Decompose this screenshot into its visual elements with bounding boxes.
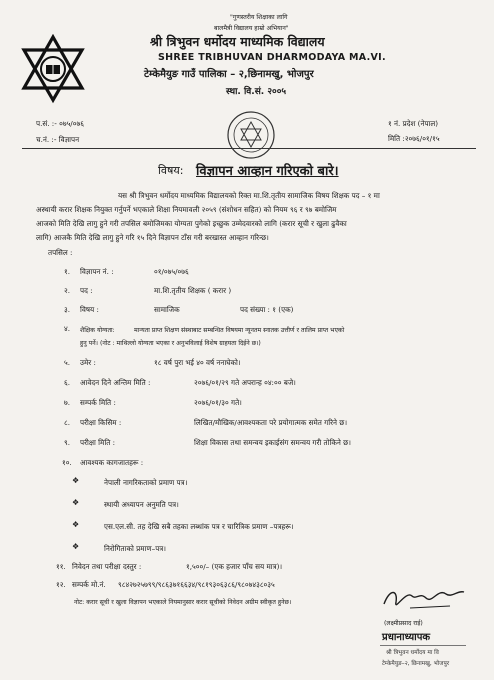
- tapsil-label: तपसिल :: [48, 248, 73, 257]
- dispatch-number: च.नं. :- विज्ञापन: [36, 135, 80, 144]
- item-number: १०.: [62, 458, 72, 467]
- official-seal: [226, 110, 276, 160]
- bullet-icon: ❖: [72, 498, 80, 507]
- signatory-name: (लक्ष्मीप्रसाद राई): [384, 620, 423, 627]
- item-value: मान्यता प्राप्त शिक्षण संस्थाबाट सम्बन्धित विषयमा न्यूनतम स्नातक उत्तीर्ण र तालिम प्राप्त भएको: [134, 327, 345, 334]
- item-number: १.: [64, 267, 71, 276]
- motto-line-1: "गुणस्तरीय शिक्षाका लागि: [230, 14, 288, 21]
- signature-divider: [380, 645, 466, 646]
- school-address: टेम्केमैयुङ गाउँ पालिका – २,छिनामखु, भोजपुर: [144, 69, 314, 80]
- item-label: विषय :: [80, 305, 99, 314]
- item-number: ६.: [64, 378, 71, 387]
- motto-line-2: बालमैत्री विद्यालय हाम्रो अभियान": [214, 25, 289, 32]
- item-label: निवेदन तथा परीक्षा दस्तुर :: [72, 562, 142, 571]
- handwritten-signature: [380, 582, 468, 616]
- body-line: यस श्री त्रिभुवन धर्मोदय माध्यमिक विद्यालयको रिक्त मा.शि.तृतीय सामाजिक विषय शिक्षक पद – १ मा: [118, 191, 380, 200]
- letter-date: मिति :२०७६/०१/१५: [388, 134, 440, 143]
- item-number: ५.: [64, 358, 71, 367]
- item-value-continued: हुनु पर्ने। (नोट : माथिल्लो योग्यता भएका र अनुभविलाई विशेष ग्राहयता दिईने छ।): [80, 340, 261, 347]
- item-value: २०७६/०१/३० गते।: [194, 398, 242, 407]
- item-number: २.: [64, 286, 71, 295]
- item-value: शिक्षा विकास तथा समन्वय इकाईसंग समन्वय गरी तोकिने छ।: [194, 438, 351, 447]
- province-label: १ नं. प्रदेश (नेपाल): [388, 119, 439, 128]
- item-number: ९.: [64, 438, 71, 447]
- item-label: सम्पर्क मो.नं.: [72, 580, 106, 589]
- item-number: १२.: [56, 580, 66, 589]
- item-value: १,५००/– (एक हजार पाँच सय मात्र)।: [186, 562, 283, 571]
- body-line: आजको मिति देखि लागु हुने गरी तपसिल बमोजिमका योग्यता पुगेको इच्छुक उम्मेदवारको लागि (करार सूची र खुला ढुवैका: [36, 219, 347, 228]
- bullet-icon: ❖: [72, 476, 80, 485]
- item-label: पद :: [80, 286, 93, 295]
- item-number: ४.: [64, 324, 71, 333]
- document-item: स्थायी अध्यापन अनुमति पत्र।: [104, 500, 179, 509]
- school-emblem: [18, 34, 88, 104]
- item-label: उमेर :: [80, 358, 96, 367]
- header-divider: [22, 148, 476, 149]
- established-year: स्था. वि.सं. २००५: [226, 87, 287, 97]
- item-label: आवश्यक कागजातहरू :: [80, 458, 144, 467]
- item-value: सामाजिक: [154, 305, 180, 314]
- item-value: २०७६/०१/२९ गते अपरान्ह ०४:०० बजे।: [194, 378, 296, 387]
- stamp-line-1: श्री त्रिभुवन धर्मोदय मा वि: [386, 650, 439, 656]
- note-text: नोट: करार सूची र खुला विज्ञापन भएकाले नियमानुसार करार सूचीको निवेदन अग्रीम स्वीकृत हुनेछ।: [74, 599, 292, 606]
- item-label: आवेदन दिने अन्तिम मिति :: [80, 378, 151, 387]
- body-line: अस्थायी करार शिक्षक नियुक्त गर्नुपर्ने भएकाले शिक्षा नियमावली २०५९ (संशोधन सहित) को नियम ९६ र ९७ बमोजिम: [36, 205, 337, 214]
- signatory-title: प्रधानाध्यापक: [382, 632, 431, 643]
- item-value: १८ वर्ष पुरा भई ४० वर्ष ननाघेको।: [154, 358, 241, 367]
- item-value: ०१/०७५/०७६: [154, 267, 189, 276]
- item-extra: पद संख्या : १ (एक): [240, 305, 294, 314]
- school-name-np: श्री त्रिभुवन धर्मोदय माध्यमिक विद्यालय: [150, 34, 325, 49]
- stamp-line-2: टेम्केमैयुङ–२, छिनामखु, भोजपुर: [382, 661, 450, 667]
- document-item: एस.एल.सी. तह देखि सबै तहका लब्धांक पत्र र चारित्रिक प्रमाण –पत्रहरू।: [104, 522, 294, 531]
- item-label: शैक्षिक योग्यता:: [80, 327, 115, 334]
- item-value: मा.शि.तृतीय शिक्षक ( करार ): [154, 286, 232, 295]
- school-name-en: SHREE TRIBHUVAN DHARMODAYA MA.VI.: [158, 52, 386, 63]
- item-number: ११.: [56, 562, 66, 571]
- item-number: ७.: [64, 398, 71, 407]
- item-number: ८.: [64, 418, 71, 427]
- subject-text: विज्ञापन आव्हान गरिएको बारे।: [196, 164, 339, 179]
- document-item: निरोगिताको प्रमाण–पत्र।: [104, 544, 166, 553]
- item-number: ३.: [64, 305, 71, 314]
- item-label: विज्ञापन नं. :: [80, 267, 114, 276]
- item-label: परीक्षा किसिम :: [80, 418, 122, 427]
- contact-numbers: ९८४२७२५७९९/९८६३७१६६३४/९८१९३०६३८६/९८०७४३८०३५: [118, 580, 275, 589]
- item-label: परीक्षा मिति :: [80, 438, 116, 447]
- reference-number: प.सं. :- ०७५/०७६: [36, 119, 84, 128]
- item-value: लिखित/मौखिक/आवश्यकता परे प्रयोगात्मक समेत गरिने छ।: [194, 418, 348, 427]
- item-label: सम्पर्क मिति :: [80, 398, 116, 407]
- body-line: लागि) आजकै मिति देखि लागु हुने गरि १५ दिने विज्ञापन टाँस गरी बरखास्त आव्हान गरिन्छ।: [36, 233, 269, 242]
- subject-label: विषय:: [158, 164, 184, 177]
- bullet-icon: ❖: [72, 542, 80, 551]
- document-item: नेपाली नागरिकताको प्रमाण पत्र।: [104, 478, 188, 487]
- bullet-icon: ❖: [72, 520, 80, 529]
